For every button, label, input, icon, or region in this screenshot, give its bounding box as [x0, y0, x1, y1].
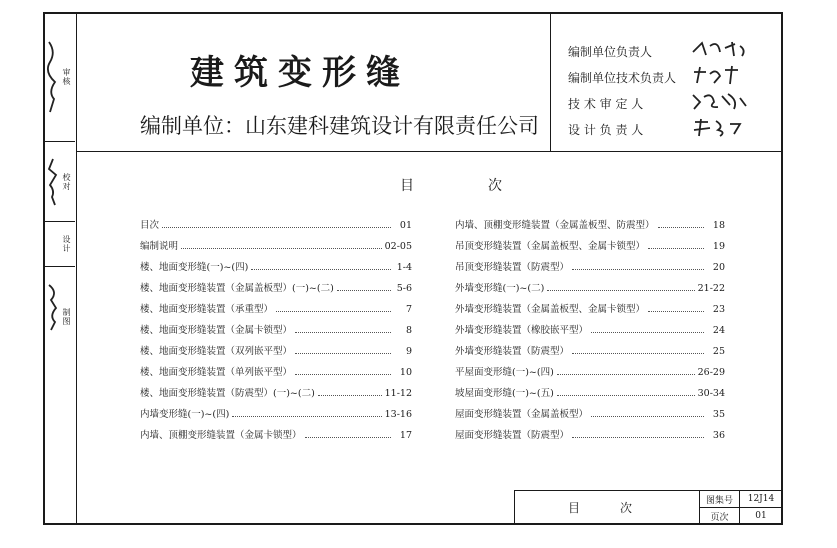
role-tech-head: 编制单位技术负责人	[568, 71, 677, 85]
toc-entry	[455, 404, 725, 420]
toc-entry	[140, 215, 412, 231]
toc-leader	[318, 394, 382, 396]
toc-heading: 目 次	[400, 178, 532, 194]
toc-entry	[140, 299, 412, 315]
approval-strip	[43, 12, 77, 525]
toc-leader	[572, 268, 704, 270]
toc-entry-title: 楼、地面变形缝装置（双列嵌平型）	[140, 346, 293, 357]
toc-entry-page: 13-16	[384, 409, 412, 420]
toc-entry-title: 楼、地面变形缝装置（金属卡锁型）	[140, 325, 293, 336]
toc-leader	[547, 289, 694, 291]
toc-entry-title: 内墙、顶棚变形缝装置（金属卡锁型）	[140, 430, 302, 441]
toc-leader	[251, 268, 391, 270]
toc-entry-title: 楼、地面变形缝装置（单列嵌平型）	[140, 367, 293, 378]
review-signature	[46, 37, 60, 117]
toc-entry-page: 26-29	[697, 367, 725, 378]
toc-entry-title: 外墙变形缝装置（橡胶嵌平型）	[455, 325, 589, 336]
header-divider	[550, 12, 551, 152]
review-label: 审核	[62, 67, 71, 86]
toc-leader	[276, 310, 391, 312]
toc-entry-page: 20	[712, 262, 725, 273]
toc-entry	[455, 236, 725, 252]
toc-entry-page: 23	[712, 304, 725, 315]
toc-entry-page: 11-12	[384, 388, 412, 399]
toc-entry-page: 18	[712, 220, 725, 231]
toc-entry	[140, 320, 412, 336]
footer-sheet-name: 目 次	[515, 491, 700, 524]
toc-entry	[455, 257, 725, 273]
page-number-value: 01	[755, 511, 767, 521]
toc-entry-title: 编制说明	[140, 241, 179, 252]
toc-entry	[140, 383, 412, 399]
toc-leader	[295, 373, 391, 375]
toc-leader	[591, 331, 704, 333]
toc-entry-title: 屋面变形缝装置（防震型）	[455, 430, 570, 441]
compiling-unit: 编制单位：山东建科建筑设计有限责任公司	[140, 114, 539, 138]
atlas-number-value: 12J14	[740, 491, 782, 508]
toc-entry-title: 平屋面变形缝(一)~(四)	[455, 367, 554, 378]
signature-design-lead	[690, 116, 750, 138]
toc-entry-title: 楼、地面变形缝装置（防震型）(一)~(二)	[140, 388, 315, 399]
toc-leader	[181, 247, 382, 249]
toc-entry-title: 坡屋面变形缝(一)~(五)	[455, 388, 554, 399]
toc-entry-page: 10	[399, 367, 412, 378]
toc-leader	[337, 289, 391, 291]
toc-entry-title: 楼、地面变形缝装置（承重型）	[140, 304, 274, 315]
toc-entry-title: 外墙变形缝装置（金属盖板型、金属卡锁型）	[455, 304, 646, 315]
signature-tech-head	[690, 64, 750, 86]
toc-entry	[140, 425, 412, 441]
toc-entry	[455, 383, 725, 399]
toc-leader	[648, 310, 704, 312]
toc-entry-title: 外墙变形缝(一)~(二)	[455, 283, 545, 294]
toc-entry-page: 1-4	[396, 262, 412, 273]
toc-leader	[591, 415, 704, 417]
toc-entry-page: 21-22	[697, 283, 725, 294]
toc-entry-page: 8	[405, 325, 412, 336]
toc-leader	[295, 331, 391, 333]
toc-entry-page: 02-05	[384, 241, 412, 252]
toc-entry	[140, 278, 412, 294]
toc-leader	[305, 436, 391, 438]
toc-entry	[140, 404, 412, 420]
toc-entry	[455, 320, 725, 336]
toc-entry-title: 内墙、顶棚变形缝装置（金属盖板型、防震型）	[455, 220, 655, 231]
toc-entry-title: 目次	[140, 220, 160, 231]
toc-entry-page: 35	[712, 409, 725, 420]
toc-entry	[140, 257, 412, 273]
role-unit-head: 编制单位负责人	[568, 45, 653, 59]
toc-entry	[140, 362, 412, 378]
toc-leader	[572, 436, 704, 438]
toc-entry-page: 7	[405, 304, 412, 315]
signature-reviewer	[690, 90, 750, 112]
review-cell	[43, 12, 75, 142]
toc-entry	[455, 299, 725, 315]
toc-entry	[140, 236, 412, 252]
toc-entry	[455, 362, 725, 378]
toc-entry-title: 外墙变形缝装置（防震型）	[455, 346, 570, 357]
drafting-cell	[43, 267, 75, 525]
toc-entry-page: 5-6	[396, 283, 412, 294]
toc-entry	[455, 278, 725, 294]
design-cell	[43, 222, 75, 267]
toc-leader	[648, 247, 704, 249]
page-number-label: 页次	[700, 508, 740, 524]
toc-entry-title: 内墙变形缝(一)~(四)	[140, 409, 230, 420]
toc-entry-title: 楼、地面变形缝(一)~(四)	[140, 262, 249, 273]
design-label: 设计	[62, 235, 71, 253]
role-reviewer: 技 术 审 定 人	[568, 97, 644, 111]
toc-entry-page: 9	[405, 346, 412, 357]
toc-leader	[295, 352, 391, 354]
proofread-cell	[43, 142, 75, 222]
proofread-label: 校对	[62, 172, 71, 191]
toc-leader	[557, 373, 695, 375]
toc-entry-page: 19	[712, 241, 725, 252]
toc-entry-title: 楼、地面变形缝装置（金属盖板型）(一)~(二)	[140, 283, 334, 294]
signature-unit-head	[690, 38, 750, 60]
drafting-label: 制图	[62, 308, 71, 326]
toc-entry-page: 17	[399, 430, 412, 441]
toc-entry-title: 吊顶变形缝装置（金属盖板型、金属卡锁型）	[455, 241, 646, 252]
toc-entry-title: 屋面变形缝装置（金属盖板型）	[455, 409, 589, 420]
drafting-signature	[46, 282, 60, 332]
role-design-lead: 设 计 负 责 人	[568, 123, 644, 137]
toc-leader	[232, 415, 381, 417]
toc-entry-page: 30-34	[697, 388, 725, 399]
atlas-number-label: 图集号	[700, 491, 740, 508]
footer-title-block	[514, 490, 783, 525]
toc-entry-page: 36	[712, 430, 725, 441]
atlas-title: 建筑变形缝	[190, 53, 410, 93]
toc-leader	[162, 226, 391, 228]
toc-entry-page: 25	[712, 346, 725, 357]
toc-entry-page: 24	[712, 325, 725, 336]
toc-entry	[455, 425, 725, 441]
toc-leader	[658, 226, 704, 228]
toc-leader	[572, 352, 704, 354]
proofread-signature	[46, 157, 60, 207]
toc-entry	[455, 341, 725, 357]
toc-entry	[455, 215, 725, 231]
toc-entry-title: 吊顶变形缝装置（防震型）	[455, 262, 570, 273]
toc-entry	[140, 341, 412, 357]
toc-leader	[557, 394, 695, 396]
toc-entry-page: 01	[399, 220, 412, 231]
